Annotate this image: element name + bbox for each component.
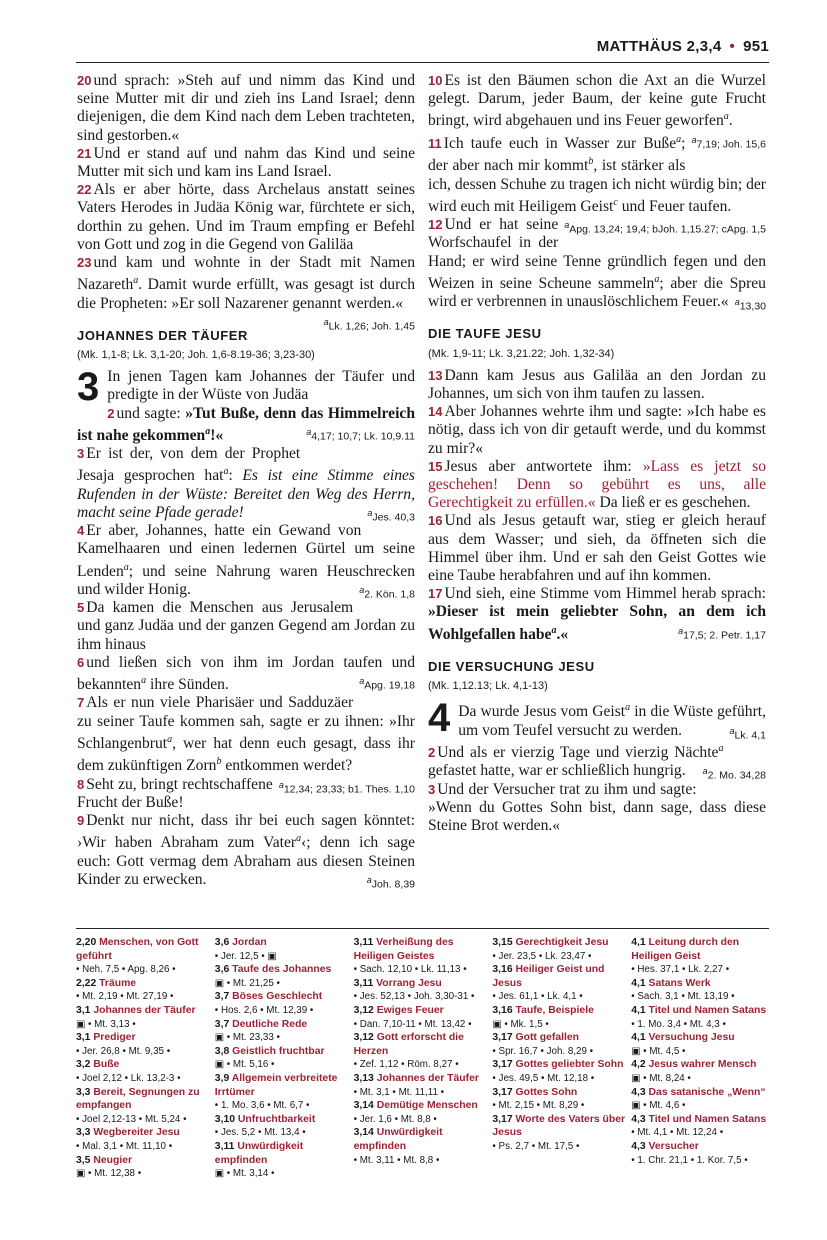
verse: 12 Und er hat seine Worfschaufel in der Hand; er wird seine Tenne gründlich fegen und den Weizen in seine Scheune sammeln$^a$; aber die Spreu wird er verbrennen in unauslöschlichem Feuer.« a13,30 [428,216,766,311]
note-references: • Ps. 2,7 • Mt. 17,5 • [492,1140,580,1152]
chapter-number: 4 [428,696,451,741]
verse: 20 und sprach: »Steh auf und nimm das Kind und seine Mutter mit dir und zieh ins Land Israel; denn diejenigen, die dem Kind nach dem Leben trachteten, sind gestorben.« [77,72,415,144]
note-references: • 1. Mo. 3,6 • Mt. 6,7 • [214,1100,310,1112]
note-heading: 3,3 Bereit, Segnungen zu empfangen [76,1086,200,1112]
note-heading: 3,16 Taufe, Beispiele [492,1004,594,1016]
page-number: 951 [743,38,769,55]
note-references: • Jer. 1,6 • Mt. 8,8 • [353,1113,437,1125]
cross-reference: aApg. 19,18 [359,676,415,692]
words-of-jesus: »Lass es jetzt so geschehen! Denn so gebührt es uns, alle Gerechtigkeit zu erfüllen.« [428,457,766,512]
note-heading: 3,16 Heiliger Geist und Jesus [492,964,605,989]
note-heading: 3,13 Johannes der Täufer [353,1072,479,1084]
note-references: ▣ • Mt. 23,33 • [214,1032,280,1044]
note-heading: 4,3 Titel und Namen Satans [631,1113,767,1125]
verse: 21 Und er stand auf und nahm das Kind und seine Mutter mit sich und kam ins Land Israel. [77,144,415,181]
note-heading: 3,7 Deutliche Rede [214,1018,308,1030]
verse: 13 Dann kam Jesus aus Galiläa an den Jordan zu Johannes, um sich von ihm taufen zu lassen. [428,366,766,402]
chapter-start: 4 Da wurde Jesus vom Geist$^a$ in die Wüste geführt, um vom Teufel versucht zu werden. aLk. 4,1 [428,699,766,740]
note-references: • Jes. 49,5 • Mt. 12,18 • [492,1072,595,1084]
note-heading: 3,17 Gottes geliebter Sohn [492,1059,624,1071]
notes-column [76,936,215,1181]
verse: 14 Aber Johannes wehrte ihm und sagte: »Ich habe es nötig, dass ich von dir getauft werde, und du kommst zu mir?« [428,403,766,457]
note-heading: 3,3 Wegbereiter Jesu [76,1127,180,1139]
section-parallels: (Mk. 1,9-11; Lk. 3,21.22; Joh. 1,32-34) [428,347,615,360]
note-heading: 3,1 Prediger [76,1032,136,1044]
verse: 11 Ich taufe euch in Wasser zur Buße$^a$; der aber nach mir kommt$^b$, ist stärker als ich, dessen Schuhe zu tragen ich nicht würdig bin; der wird euch mit Heiligem Geist$^c$ und Feuer taufen. aApg. 13,24; 19,4; bJoh. 1,15.27; cApg. 1,5 [428,131,766,216]
note-references: • Joel 2,12-13 • Mt. 5,24 • [76,1113,187,1125]
note-heading: 3,12 Ewiges Feuer [353,1004,444,1016]
note-heading: 4,1 Titel und Namen Satans [631,1004,767,1016]
note-heading: 4,3 Versucher [631,1140,699,1152]
note-heading: 3,6 Taufe des Johannes [214,964,332,976]
note-references: • Neh. 7,5 • Apg. 8,26 • [76,964,176,976]
section-title: DIE VERSUCHUNG JESU [428,659,595,675]
verse: 7 Als er nun viele Pharisäer und Sadduzäer zu seiner Taufe kommen sah, sagte er zu ihnen: »Ihr Schlangenbrut$^a$, wer hat denn euch gesagt, dass ihr dem zukünftigen Zorn$^b$ entkommen werdet? a12,34; 23,33; b1. Thes. 1,10 [77,694,415,775]
verse: 9 Denkt nur nicht, dass ihr bei euch sagen könntet: ›Wir haben Abraham zum Vater$^a$‹; denn ich sage euch: Gott vermag dem Abraham aus diesen Steinen Kinder zu erwecken. aJoh. 8,39 [77,812,415,889]
note-references: • Sach. 12,10 • Lk. 11,13 • [353,964,467,976]
running-header [597,38,769,55]
verse: 23 und kam und wohnte in der Stadt mit Namen Nazareth$^a$. Damit wurde erfüllt, was gesagt ist durch die Propheten: »Er soll Nazarener genannt werden.« aLk. 1,26; Joh. 1,45 [77,254,415,313]
note-heading: 4,1 Satans Werk [631,977,711,989]
notes-column [354,936,493,1181]
note-heading: 3,8 Geistlich fruchtbar [214,1045,325,1057]
note-references: • Jer. 26,8 • Mt. 9,35 • [76,1045,171,1057]
note-heading: 3,10 Unfruchtbarkeit [214,1113,316,1125]
note-references: • Zef. 1,12 • Röm. 8,27 • [353,1059,459,1071]
verse: 16 Und als Jesus getauft war, stieg er gleich herauf aus dem Wasser; und sieh, da öffneten sich die Himmel über ihm. Und er sah den Geist Gottes wie eine Taube herabfahren und auf ihn kommen. [428,512,766,585]
verse: 17 Und sieh, eine Stimme vom Himmel herab sprach: »Dieser ist mein geliebter Sohn, an dem ich Wohlgefallen habe$^a$.« a17,5; 2. Petr. 1,17 [428,585,766,643]
note-heading: 3,14 Unwürdigkeit empfinden [353,1127,443,1152]
cross-reference: a7,19; Joh. 15,6 [691,134,766,151]
section-parallels: (Mk. 1,1-8; Lk. 3,1-20; Joh. 1,6-8.19-36; 3,23-30) [77,349,315,362]
note-references: • Mal. 3,1 • Mt. 11,10 • [76,1140,173,1152]
note-references: • Joel 2,12 • Lk. 13,2-3 • [76,1072,181,1084]
note-references: ▣ • Mt. 4,6 • [631,1100,686,1112]
footnote-rule [76,928,769,929]
note-references: • Mt. 4,1 • Mt. 12,24 • [631,1127,724,1139]
note-heading: 3,6 Jordan [214,937,267,948]
verse: 6 und ließen sich von ihm im Jordan taufen und bekannten$^a$ ihre Sünden. aApg. 19,18 [77,653,415,694]
note-heading: 3,11 Vorrang Jesu [353,977,442,989]
verse: 15 Jesus aber antwortete ihm: »Lass es jetzt so geschehen! Denn so gebührt es uns, alle Gerechtigkeit zu erfüllen.« Da ließ er es geschehen. [428,457,766,512]
verse: 22 Als er aber hörte, dass Archelaus anstatt seines Vaters Herodes in Judäa König war, fürchtete er sich, dorthin zu gehen. Und im Traum empfing er Befehl von Gott und zog in die Gegend von Galiläa [77,181,415,253]
header-separator: • [729,38,736,55]
note-references: • Sach. 3,1 • Mt. 13,19 • [631,991,735,1003]
study-notes [76,936,770,1181]
cross-reference: aLk. 4,1 [729,725,766,742]
verse: 8 Seht zu, bringt rechtschaffene Frucht der Buße! [77,775,273,811]
cross-reference: aJoh. 8,39 [366,874,415,891]
note-references: ▣ • Mt. 3,14 • [214,1168,275,1180]
verse: 5 Da kamen die Menschen aus Jerusalem und ganz Judäa und der ganzen Gegend am Jordan zu ihm hinaus [77,599,415,653]
note-heading: 3,17 Gott gefallen [492,1032,580,1044]
running-header-book: MATTHÄUS 2,3,4 [596,38,722,55]
note-references: ▣ • Mk. 1,5 • [492,1018,549,1030]
verse: 10 Es ist den Bäumen schon die Axt an die Wurzel gelegt. Darum, jeder Baum, der keine gute Frucht bringt, wird abgehauen und ins Feuer geworfen$^a$. a7,19; Joh. 15,6 [428,72,766,131]
verse: 4 Er aber, Johannes, hatte ein Gewand von Kamelhaaren und einen ledernen Gürtel um seine Lenden$^a$; und seine Nahrung waren Heuschrecken und wilder Honig. a2. Kön. 1,8 [77,522,415,599]
note-heading: 3,11 Unwürdigkeit empfinden [214,1140,304,1166]
cross-reference: aJes. 40,3 [367,508,415,524]
note-references: • Mt. 3,11 • Mt. 8,8 • [353,1154,440,1166]
note-heading: 3,14 Demütige Menschen [353,1100,478,1112]
verse: 3 Er ist der, von dem der Prophet Jesaja gesprochen hat$^a$: Es ist eine Stimme eines Rufenden in der Wüste: Bereitet den Weg des Herrn, macht seine Pfade gerade! aJes. 40,3 [77,445,415,522]
note-heading: 3,1 Johannes der Täufer [76,1004,196,1016]
note-heading: 2,22 Träume [76,977,137,989]
note-heading: 4,2 Jesus wahrer Mensch [631,1059,757,1071]
verse: 3 Und der Versucher trat zu ihm und sagte: »Wenn du Gottes Sohn bist, dann sage, dass diese Steine Brot werden.« [428,780,766,835]
note-references: • Mt. 3,1 • Mt. 11,11 • [353,1086,445,1098]
notes-column [492,936,631,1181]
cross-reference: a12,34; 23,33; b1. Thes. 1,10 [278,779,415,796]
cross-reference: a4,17; 10,7; Lk. 10,9.11 [306,426,415,443]
note-references: ▣ • Mt. 21,25 • [214,977,280,989]
header-rule [76,62,769,63]
section-title: DIE TAUFE JESU [428,326,542,342]
note-heading: 3,17 Gottes Sohn [492,1086,578,1098]
note-references: ▣ • Mt. 12,38 • [76,1168,142,1180]
note-references: ▣ • Mt. 8,24 • [631,1072,691,1084]
notes-column [215,936,354,1181]
verse: 2 und sagte: »Tut Buße, denn das Himmelreich ist nahe gekommen$^a$!« a4,17; 10,7; Lk. 10,9.11 [77,404,416,445]
note-references: ▣ • Mt. 5,16 • [214,1059,275,1071]
chapter-start: 3 In jenen Tagen kam Johannes der Täufer und predigte in der Wüste von Judäa [77,365,415,410]
note-heading: 4,1 Versuchung Jesu [631,1032,735,1044]
note-heading: 3,2 Buße [76,1059,120,1071]
verse: 2 Und als er vierzig Tage und vierzig Nächte$^a$ gefastet hatte, war er schließlich hungrig. a2. Mo. 34,28 [428,740,766,781]
cross-reference: a2. Mo. 34,28 [702,766,766,782]
note-references: • Jer. 23,5 • Lk. 23,47 • [492,950,592,962]
note-heading: 4,3 Das satanische „Wenn“ [631,1086,766,1098]
note-heading: 3,17 Worte des Vaters über Jesus [492,1113,626,1139]
cross-reference: aLk. 1,26; Joh. 1,45 [323,316,415,333]
note-references: • Jer. 12,5 • ▣ [214,950,277,962]
note-references: • Spr. 16,7 • Joh. 8,29 • [492,1045,594,1057]
note-references: • 1. Chr. 21,1 • 1. Kor. 7,5 • [631,1154,748,1166]
section-title: JOHANNES DER TÄUFER [77,327,249,343]
cross-reference: a17,5; 2. Petr. 1,17 [678,625,766,642]
note-heading: 4,1 Leitung durch den Heiligen Geist [631,937,740,962]
note-heading: 3,5 Neugier [76,1154,133,1166]
note-references: • 1. Mo. 3,4 • Mt. 4,3 • [631,1018,726,1030]
note-references: • Dan. 7,10-11 • Mt. 13,42 • [353,1018,472,1030]
note-heading: 2,20 Menschen, von Gott geführt [76,937,199,962]
note-references: • Jes. 61,1 • Lk. 4,1 • [492,991,583,1003]
cross-reference: a2. Kön. 1,8 [359,585,415,601]
left-column [77,72,415,894]
section-parallels: (Mk. 1,12.13; Lk. 4,1-13) [428,680,548,693]
note-heading: 3,15 Gerechtigkeit Jesu [492,937,609,948]
note-heading: 3,9 Allgemein verbreitete Irrtümer [214,1072,338,1098]
right-column [428,72,766,835]
note-heading: 3,7 Böses Geschlecht [214,991,323,1003]
cross-reference: a13,30 [734,297,766,313]
note-references: • Hes. 37,1 • Lk. 2,27 • [631,964,730,976]
note-references: ▣ • Mt. 3,13 • [76,1018,136,1030]
cross-reference: aApg. 13,24; 19,4; bJoh. 1,15.27; cApg. 1,5 [564,220,766,236]
note-references: • Mt. 2,19 • Mt. 27,19 • [76,991,174,1003]
note-references: • Jes. 5,2 • Mt. 13,4 • [214,1127,306,1139]
notes-column [631,936,770,1181]
note-references: ▣ • Mt. 4,5 • [631,1045,686,1057]
chapter-number: 3 [77,365,100,410]
note-references: • Mt. 2,15 • Mt. 8,29 • [492,1100,585,1112]
note-heading: 3,12 Gott erforscht die Herzen [353,1032,464,1057]
note-references: • Jes. 52,13 • Joh. 3,30-31 • [353,991,475,1003]
note-heading: 3,11 Verheißung des Heiligen Geistes [353,937,454,962]
note-references: • Hos. 2,6 • Mt. 12,39 • [214,1004,314,1016]
